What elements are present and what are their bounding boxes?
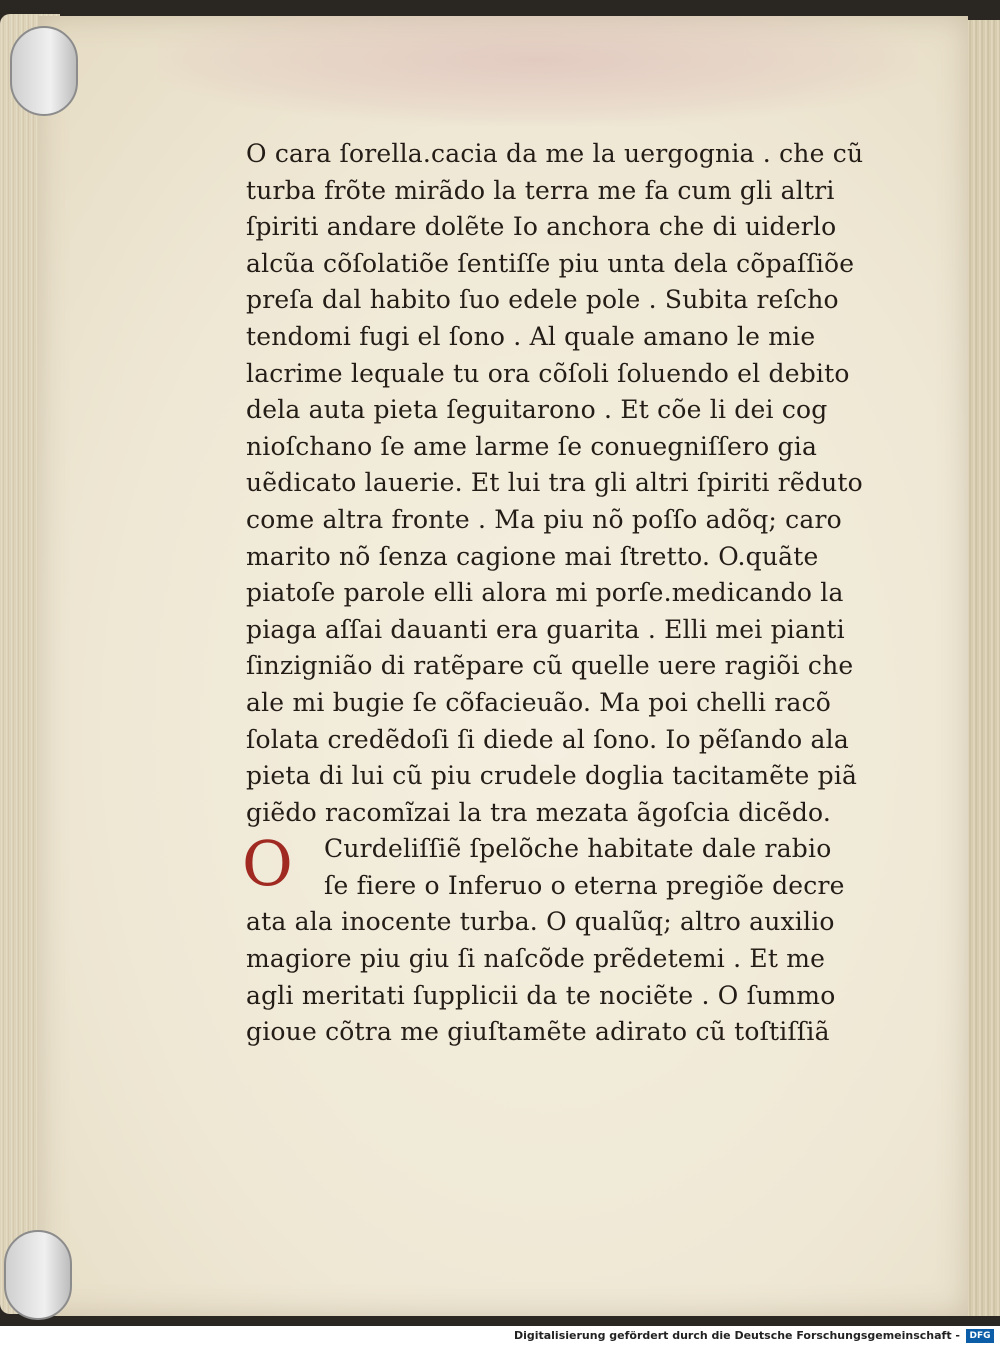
text-line: ata ala inocente turba. O qualũq; altro auxilio [246, 907, 835, 937]
footer-bar [0, 1326, 1000, 1348]
text-line: lacrime lequale tu ora cõſoli ſoluendo el debito [246, 358, 850, 388]
text-line: gioue cõtra me giuſtamẽte adirato cũ toſtiſſiã [246, 1017, 830, 1047]
text-block [242, 136, 864, 1051]
text-line: ſinzignião di ratẽpare cũ quelle uere ragiõi che [246, 651, 854, 681]
funding-credit: Digitalisierung gefördert durch die Deutsche Forschungsgemeinschaft - [513, 1329, 960, 1342]
text-line: ſpiriti andare dolẽte Io anchora che di uiderlo [246, 212, 837, 242]
page-clip-bottom [4, 1230, 72, 1320]
page-clip-top [10, 26, 78, 116]
rubricated-paragraph [242, 827, 846, 904]
water-stain [158, 16, 918, 126]
text-line: Curdeliſſiẽ ſpelõche habitate dale rabio [324, 834, 832, 864]
text-line: dela auta pieta ſeguitarono . Et cõe li dei cog [246, 395, 828, 425]
text-line: marito nõ ſenza cagione mai ſtretto. O.quãte [246, 541, 819, 571]
text-line: ſolata credẽdoſi ſi diede al ſono. Io pẽſando ala [246, 724, 849, 754]
text-line: pieta di lui cũ piu crudele doglia tacitamẽte piã [246, 761, 858, 791]
text-line: nioſchano ſe ame larme ſe conuegniſſero gia [246, 431, 818, 461]
text-line: turba frõte mirãdo la terra me fa cum gli altri [246, 175, 835, 205]
text-line: ſe fiere o Inferuo o eterna pregiõe decre [324, 870, 845, 900]
text-line: tendomi fugi el ſono . Al quale amano le mie [246, 321, 816, 351]
text-line: piaga aſſai dauanti era guarita . Elli mei pianti [246, 614, 845, 644]
text-line: O cara ſorella.cacia da me la uergognia . che cũ [246, 139, 864, 168]
text-line: uẽdicato lauerie. Et lui tra gli altri ſpiriti rẽduto [246, 468, 863, 498]
text-line: piatoſe parole elli alora mi porſe.medicando la [246, 578, 844, 608]
right-page-edges [966, 20, 1000, 1316]
text-line: preſa dal habito ſuo edele pole . Subita reſcho [246, 285, 839, 315]
rubricated-initial: O [242, 827, 294, 901]
text-line: alcũa cõſolatiõe ſentiſſe piu unta dela cõpaſſiõe [246, 248, 855, 278]
dfg-logo: DFG [966, 1329, 994, 1343]
text-line: magiore piu giu ſi naſcõde prẽdetemi . Et me [246, 944, 826, 974]
text-line: giẽdo racomĩzai la tra mezata ãgoſcia dicẽdo. [246, 797, 832, 827]
text-line: ale mi bugie ſe cõfacieuão. Ma poi chelli racõ [246, 687, 832, 717]
text-line: come altra fronte . Ma piu nõ poſſo adõq; caro [246, 504, 842, 534]
text-line: agli meritati ſupplicii da te nociẽte . O ſummo [246, 980, 836, 1010]
